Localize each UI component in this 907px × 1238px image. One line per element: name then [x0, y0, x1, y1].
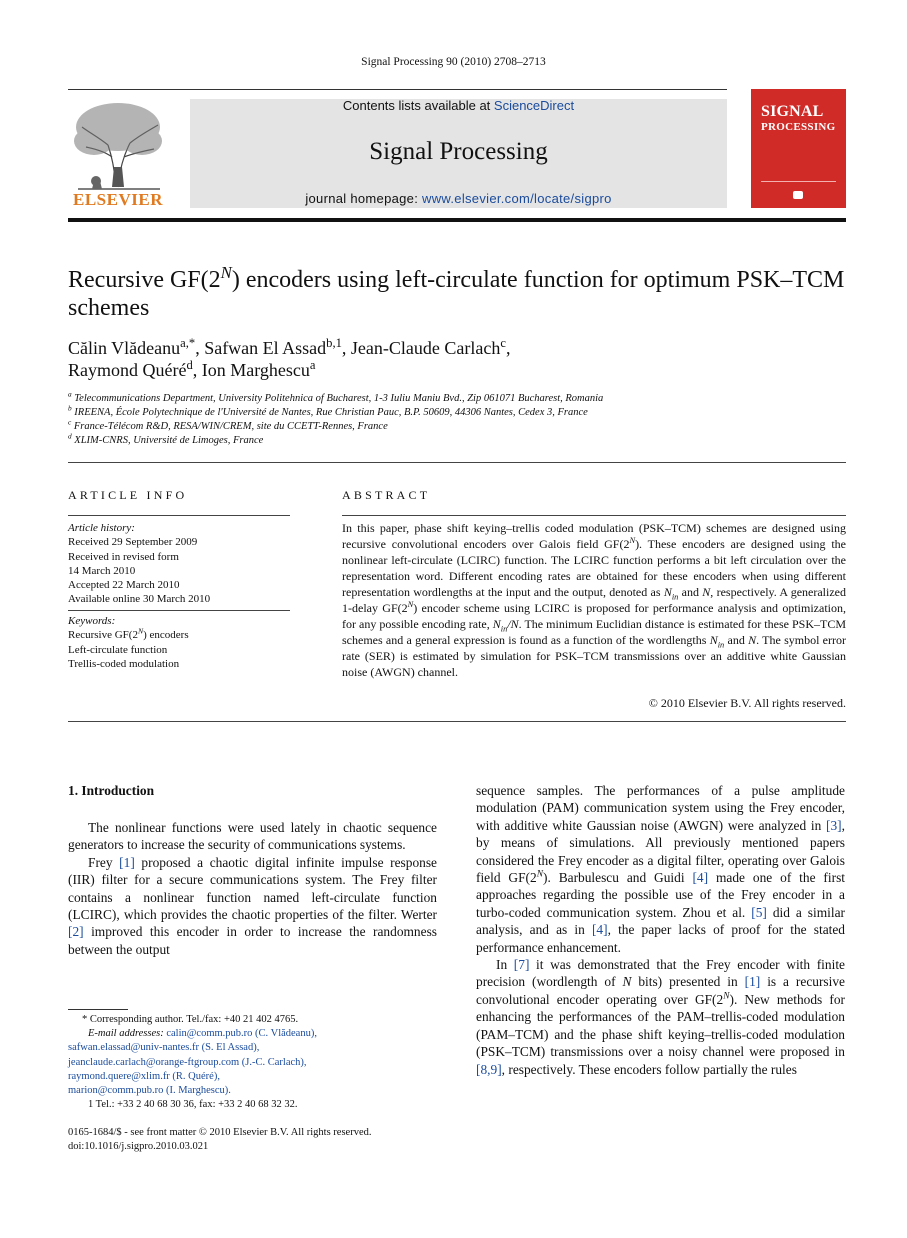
email-line: E-mail addresses: calin@comm.pub.ro (C. Vlădeanu), — [88, 1028, 317, 1040]
reference-link[interactable]: [2] — [68, 924, 84, 940]
front-matter — [68, 1126, 437, 1154]
abstract-text: In this paper, phase shift keying–trellis coded modulation (PSK–TCM) schemes are designed using recursive convolutional encoders over Galois field $GF(2^N)$. These encoders are designed using the nonlinear left-circulate (LCIRC) function. The LCIRC function performs a bit left circulation over the representation word. Different encoding rates are obtained for these encoders when using different representation wordlengths at the input and the output, denoted as $N_{in}$ and N, respectively. A generalized 1-delay $GF(2^N)$ encoder scheme using LCIRC is proposed for performance analysis and optimization, for any possible encoding rate, $N_{in}/N$. The minimum Euclidian distance is estimated for these PSK–TCM schemes and a general expression is found as a function of the wordlengths $N_{in}$ and N. The symbol error rate (SER) is estimated by simulation for PSK–TCM transmissions over an additive white Gaussian noise (AWGN) channel. — [342, 521, 847, 679]
reference-link[interactable]: [1] — [744, 974, 761, 990]
reference-link[interactable]: [4] — [591, 922, 608, 938]
author-name[interactable]: Ion Marghescu — [201, 360, 310, 380]
abstract-copyright: © 2010 Elsevier B.V. All rights reserved. — [648, 696, 846, 710]
email-link[interactable]: jeanclaude.carlach@orange-ftgroup.com (J.-C. Carlach), — [68, 1056, 307, 1068]
contents-line — [190, 98, 727, 113]
footnote-rule — [68, 1009, 128, 1010]
author-name[interactable]: Raymond Quéré — [68, 360, 187, 380]
abstract-rule — [342, 515, 846, 516]
affiliations — [68, 389, 846, 448]
journal-name: Signal Processing — [369, 138, 548, 165]
homepage-link[interactable]: www.elsevier.com/locate/sigpro — [422, 191, 612, 206]
email-link[interactable]: marion@comm.pub.ro (I. Marghescu). — [68, 1085, 231, 1097]
affiliation: $^a$ Telecommunications Department, University Politehnica of Bucharest, 1-3 Iuliu Maniu Bvd., Zip 061071 Bucharest, Romania — [68, 389, 604, 404]
reference-link[interactable]: [1] — [119, 854, 135, 870]
contents-prefix: Contents lists available at — [342, 98, 494, 113]
reference-link[interactable]: [8,9] — [476, 1061, 502, 1077]
body-column-right — [476, 782, 845, 1078]
email-link[interactable]: raymond.quere@xlim.fr (R. Quéré), — [68, 1070, 220, 1082]
paragraph: The nonlinear functions were used lately in chaotic sequence generators to increase the security of communications systems. — [68, 820, 437, 853]
keyword: Left-circulate function — [68, 643, 168, 656]
header-divider — [68, 218, 846, 222]
abstract-heading: ABSTRACT — [342, 488, 431, 502]
cover-title-line1: SIGNAL — [761, 103, 824, 120]
article-history: Article history: Received 29 September 2009 Received in revised form 14 March 2010 Accepted 22 March 2010 Available online 30 March 2010 — [68, 522, 211, 606]
reference-link[interactable]: [5] — [751, 904, 767, 920]
reference-link[interactable]: [3] — [826, 817, 842, 833]
section-heading-introduction: 1. Introduction — [68, 783, 155, 798]
paragraph: sequence samples. The performances of a pulse amplitude modulation (PAM) communication system using the Frey encoder, with additive white Gaussian noise (AWGN) were analyzed in [3], by means of simulations. All previously mentioned papers considered the Frey encoder as a digital filter, operating over Galois field $GF(2^N)$. Barbulescu and Guidi [4] made one of the first approaches regarding the possible use of the Frey encoder in a turbo-coded communication system. Zhou et al. [5] did a similar analysis, and as in [4], the paper lacks of proof for the stated performance enhancement. — [476, 783, 845, 955]
author-name[interactable]: Călin Vlădeanu — [68, 338, 181, 358]
paragraph: In [7] it was demonstrated that the Frey encoder with finite precision (wordlength of N bits) presented in [1] is a recursive convolutional encoder operating over $GF(2^N)$. New methods for enhancing the performances of the PAM–trellis-coded modulation (PAM–TCM) and the phase shift keying–trellis-coded modulation (PSK–TCM) transmissions over a noisy channel were proposed in [8,9], respectively. These encoders follow partially the rules — [476, 957, 845, 1077]
article-info-rule — [68, 515, 290, 516]
footnotes — [68, 1013, 437, 1112]
sciencedirect-link[interactable]: ScienceDirect — [493, 98, 575, 113]
journal-citation: Signal Processing 90 (2010) 2708–2713 — [361, 56, 546, 68]
doi-line[interactable]: doi:10.1016/j.sigpro.2010.03.021 — [68, 1141, 209, 1153]
article-title: Recursive $GF(2^N)$ encoders using left-circulate function for optimum PSK–TCM schemes — [68, 263, 845, 321]
author-list: Călin Vlădeanu$^{a,*}$, Safwan El Assad$^{b,1}$, Jean-Claude Carlach$^c$, Raymond Quéré$^d$, Ion Marghescu$^a$ — [68, 336, 511, 380]
affiliation: $^c$ France-Télécom R&D, RESA/WIN/CREM, site du CCETT-Rennes, France — [68, 417, 388, 432]
keyword: Trellis-coded modulation — [68, 657, 180, 670]
footnote-1: 1 Tel.: +33 2 40 68 30 36, fax: +33 2 40 68 32 32. — [88, 1099, 298, 1111]
issn-line: 0165-1684/$ - see front matter © 2010 Elsevier B.V. All rights reserved. — [68, 1127, 372, 1138]
cover-title-line2: PROCESSING — [761, 121, 836, 133]
body-column-left — [68, 819, 437, 958]
section-divider — [68, 721, 846, 722]
affiliation: $^b$ IREENA, École Polytechnique de l'Université de Nantes, Rue Christian Pauc, B.P. 50609, 44306 Nantes, Cedex 3, France — [68, 403, 588, 418]
article-info-heading: ARTICLE INFO — [68, 488, 188, 502]
email-link[interactable]: calin@comm.pub.ro (C. Vlădeanu), — [163, 1028, 317, 1040]
section-divider — [68, 462, 846, 463]
header-top-rule — [68, 89, 727, 90]
author-name[interactable]: Safwan El Assad — [204, 338, 327, 358]
homepage-prefix: journal homepage: — [305, 191, 423, 206]
keywords: Keywords: Recursive $GF(2^N)$ encoders Left-circulate function Trellis-coded modulation — [68, 614, 290, 671]
affiliation: $^d$ XLIM-CNRS, Université de Limoges, France — [68, 431, 264, 446]
journal-cover-thumbnail[interactable] — [751, 89, 846, 208]
elsevier-wordmark: ELSEVIER — [73, 190, 163, 209]
reference-link[interactable]: [4] — [692, 870, 709, 886]
paragraph: Frey [1] proposed a chaotic digital infinite impulse response (IIR) filter for a secure communications system. The Frey filter contains a nonlinear function named left-circulate function (LCIRC), which provides the chaotic properties of the filter. Werter [2] improved this encoder in order to increase the randomness between the output — [68, 854, 437, 957]
homepage-line — [190, 191, 727, 206]
reference-link[interactable]: [7] — [513, 957, 530, 973]
email-link[interactable]: safwan.elassad@univ-nantes.fr (S. El Assad), — [68, 1042, 260, 1054]
corresponding-author-note: * Corresponding author. Tel./fax: +40 21 402 4765. — [82, 1014, 299, 1025]
author-name[interactable]: Jean-Claude Carlach — [350, 338, 501, 358]
keyword: Recursive $GF(2^N)$ encoders — [68, 626, 189, 642]
article-info-rule — [68, 610, 290, 611]
